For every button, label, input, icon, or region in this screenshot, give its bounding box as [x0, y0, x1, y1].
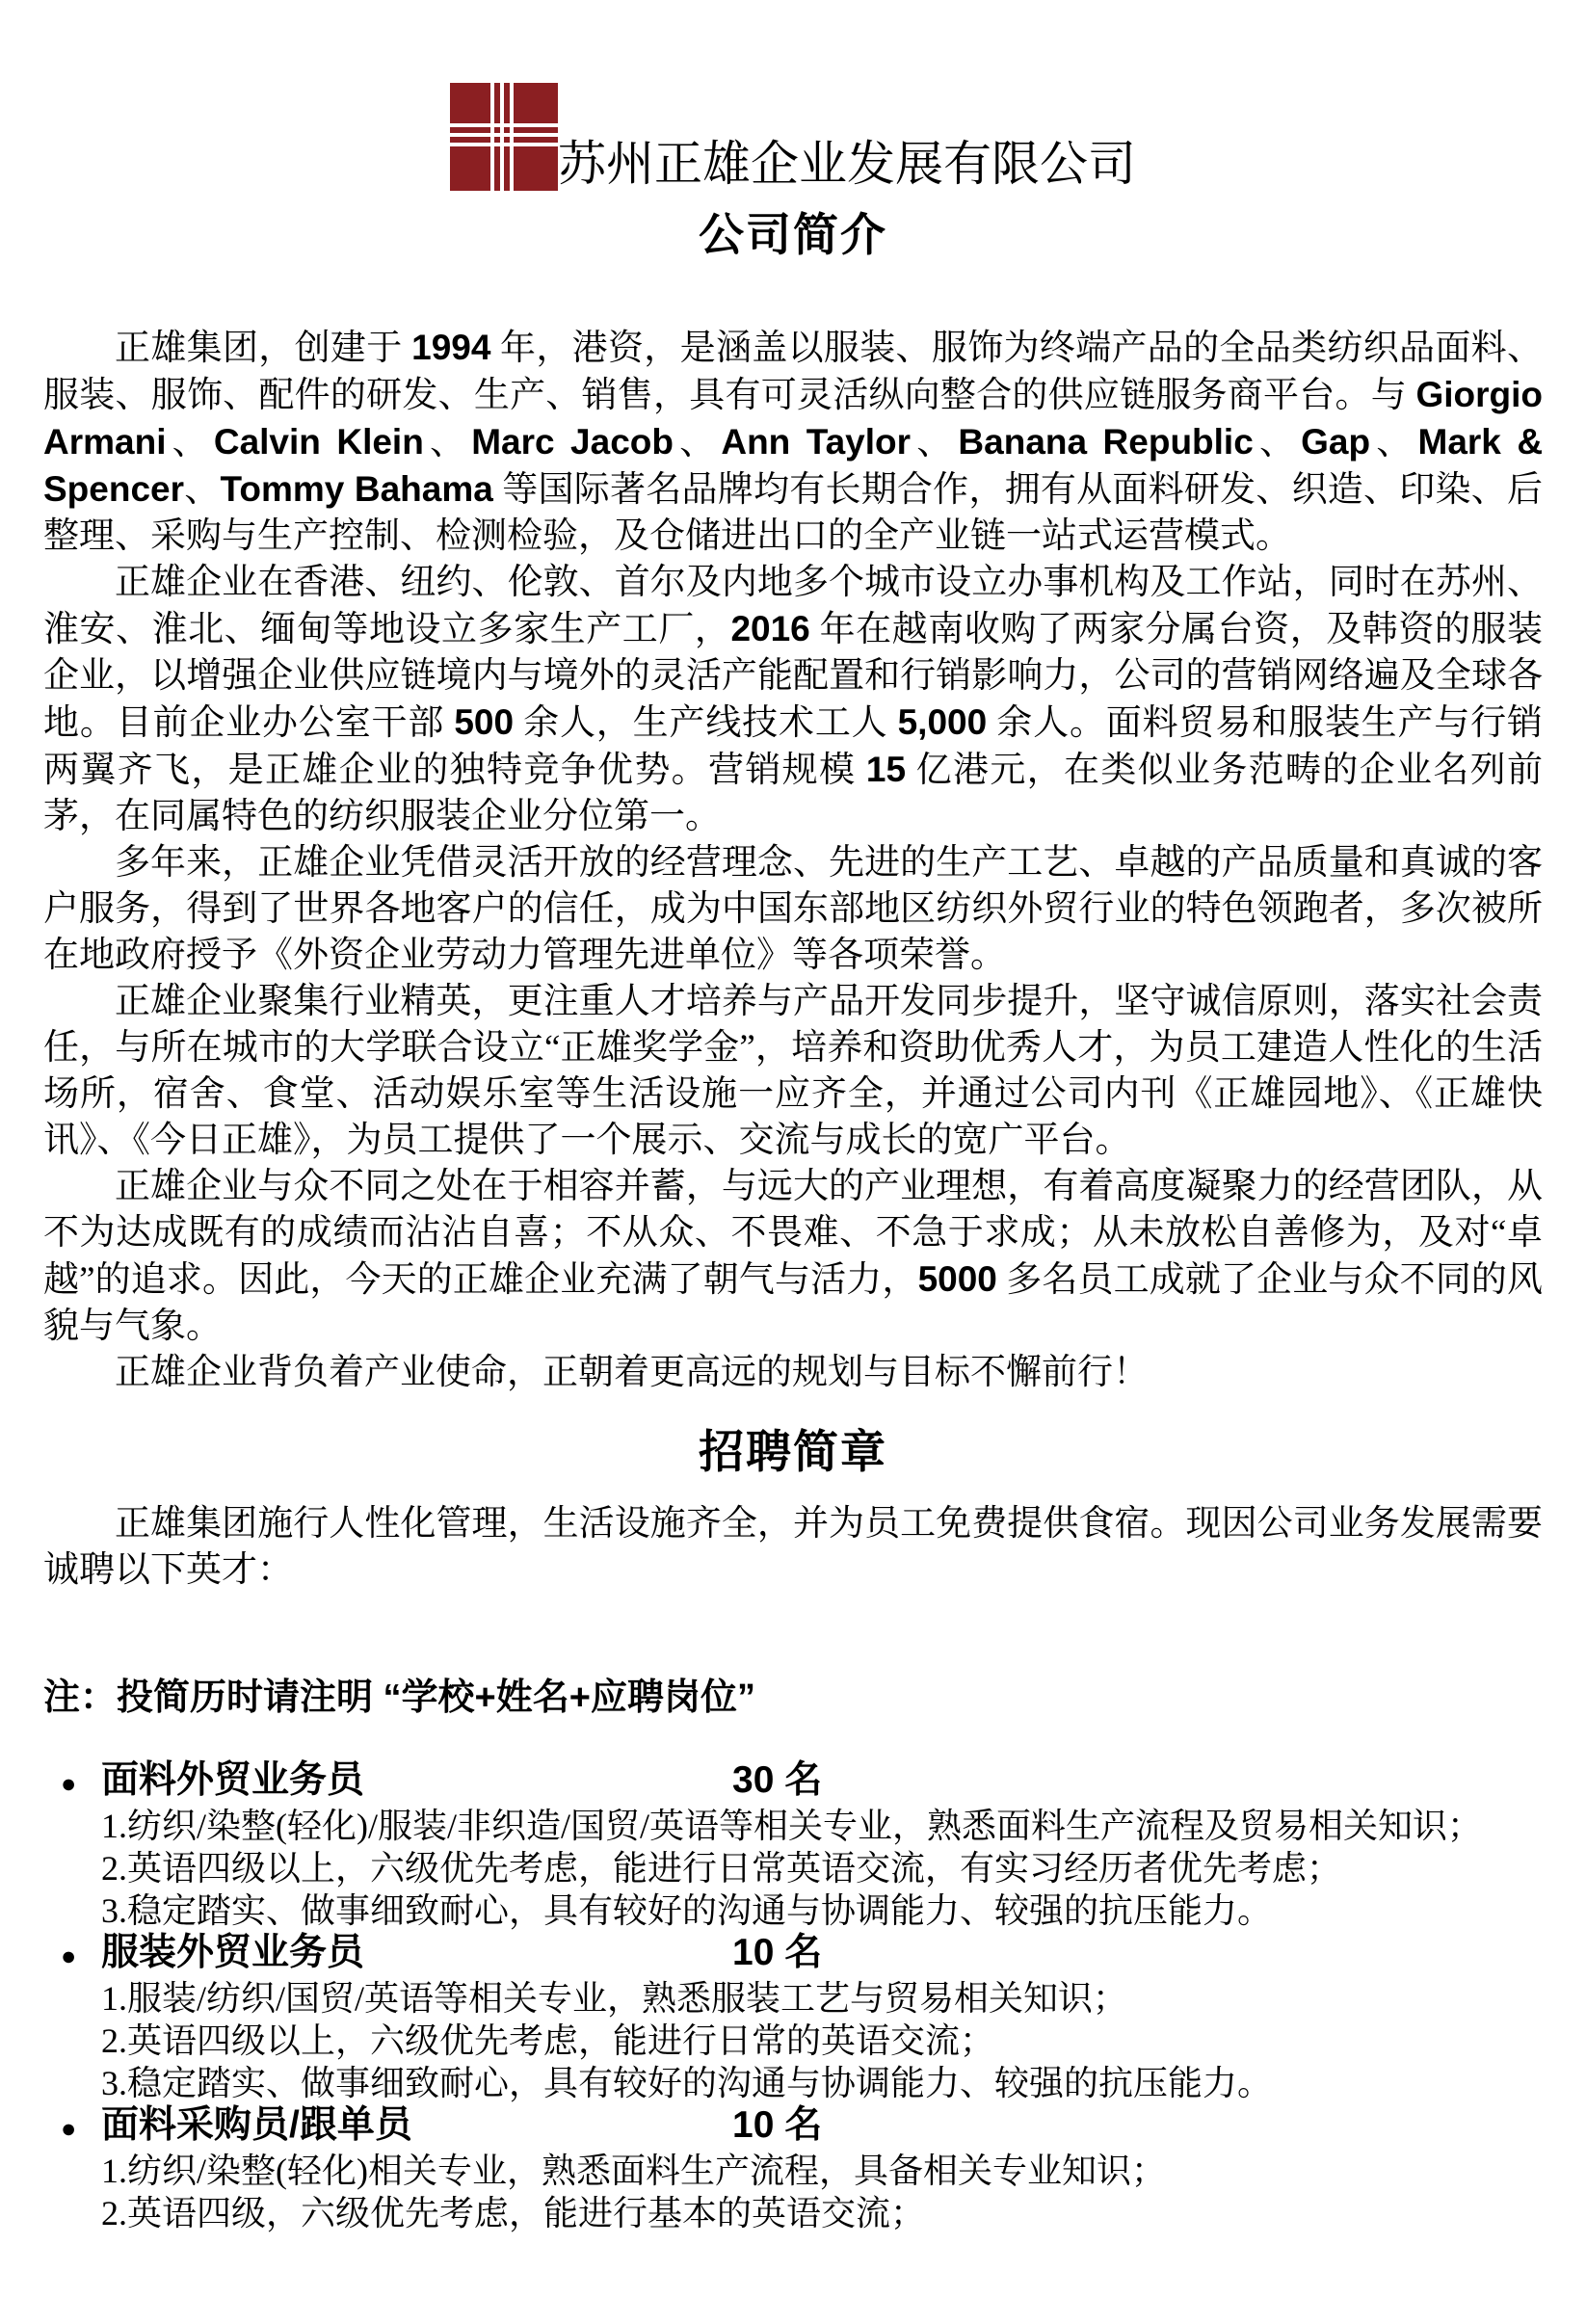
bullet-icon: ●: [61, 2114, 77, 2143]
bullet-icon: ●: [61, 1941, 77, 1970]
intro-paragraph: 正雄企业与众不同之处在于相容并蓄，与远大的产业理想，有着高度凝聚力的经营团队，从不为达成既有的成绩而沾沾自喜；不从众、不畏难、不急于求成；从未放松自善修为，及对“卓越”的追求。因此，今天的正雄企业充满了朝气与活力，5000 多名员工成就了企业与众不同的风貌与气象。: [43, 1167, 1544, 1346]
logo-horizontal-stripes: [450, 118, 558, 152]
position-requirement: 1.纺织/染整(轻化)相关专业，熟悉面料生产流程，具备相关专业知识；: [101, 2152, 1166, 2190]
position-item: [43, 1932, 1543, 2104]
position-title: 面料外贸业务员: [101, 1759, 365, 1801]
position-item: [43, 2104, 1543, 2234]
section-heading-company-intro: 公司简介: [699, 209, 887, 260]
position-requirement: 2.英语四级以上，六级优先考虑，能进行日常英语交流，有实习经历者优先考虑；: [101, 1849, 1342, 1888]
intro-paragraph: 多年来，正雄企业凭借灵活开放的经营理念、先进的生产工艺、卓越的产品质量和真诚的客户服务，得到了世界各地客户的信任，成为中国东部地区纺织外贸行业的特色领跑者，多次被所在地政府授予《外资企业劳动力管理先进单位》等各项荣誉。: [43, 843, 1543, 975]
position-count: 10 名: [732, 1932, 823, 1973]
recruitment-section: [43, 1501, 1543, 1594]
position-requirement: 3.稳定踏实、做事细致耐心，具有较好的沟通与协调能力、较强的抗压能力。: [101, 2064, 1273, 2102]
section-heading-recruitment: 招聘简章: [699, 1426, 887, 1477]
document-page: [0, 81, 1586, 2234]
position-requirement: 2.英语四级，六级优先考虑，能进行基本的英语交流；: [101, 2194, 926, 2232]
resume-note: 注：投简历时请注明 “学校+姓名+应聘岗位”: [43, 1677, 755, 1718]
intro-paragraph: 正雄企业聚集行业精英，更注重人才培养与产品开发同步提升，坚守诚信原则，落实社会责任，与所在城市的大学联合设立“正雄奖学金”，培养和资助优秀人才，为员工建造人性化的生活场所，宿舍、食堂、活动娱乐室等生活设施一应齐全，并通过公司内刊《正雄园地》、《正雄快讯》、《今日正雄》，为员工提供了一个展示、交流与成长的宽广平台。: [43, 982, 1543, 1160]
company-intro-section: [43, 325, 1543, 1396]
position-requirement: 1.服装/纺织/国贸/英语等相关专业，熟悉服装工艺与贸易相关知识；: [101, 1979, 1128, 2018]
position-title: 服装外贸业务员: [101, 1932, 365, 1973]
position-count: 10 名: [732, 2104, 823, 2146]
position-count: 30 名: [732, 1759, 823, 1801]
bullet-icon: ●: [61, 1769, 77, 1798]
plaid-logo-icon: [450, 83, 558, 191]
position-requirement: 3.稳定踏实、做事细致耐心，具有较好的沟通与协调能力、较强的抗压能力。: [101, 1891, 1273, 1930]
position-title: 面料采购员/跟单员: [101, 2104, 412, 2146]
positions-list: [43, 1759, 1543, 2234]
position-item: [43, 1759, 1543, 1932]
position-header: [43, 1759, 1543, 1805]
position-requirement: 1.纺织/染整(轻化)/服装/非织造/国贸/英语等相关专业，熟悉面料生产流程及贸易相关知识；: [101, 1807, 1482, 1845]
position-header: [43, 1932, 1543, 1977]
intro-paragraph: 正雄企业在香港、纽约、伦敦、首尔及内地多个城市设立办事机构及工作站，同时在苏州、淮安、淮北、缅甸等地设立多家生产工厂，2016 年在越南收购了两家分属台资，及韩资的服装企业，以增强企业供应链境内与境外的灵活产能配置和行销影响力，公司的营销网络遍及全球各地。目前企业办公室干部 500 余人，生产线技术工人 5,000 余人。面料贸易和服装生产与行销两翼齐飞，是正雄企业的独特竞争优势。营销规模 15 亿港元，在类似业务范畴的企业名列前茅，在同属特色的纺织服装企业分位第一。: [43, 563, 1544, 836]
intro-paragraph: 正雄集团，创建于 1994 年，港资，是涵盖以服装、服饰为终端产品的全品类纺织品面料、服装、服饰、配件的研发、生产、销售，具有可灵活纵向整合的供应链服务商平台。与 Giorgio Armani、Calvin Klein、Marc Jacob、Ann Taylor、Banana Republic、Gap、Mark & Spencer、Tommy Bahama 等国际著名品牌均有长期合作，拥有从面料研发、织造、印染、后整理、采购与生产控制、检测检验，及仓储进出口的全产业链一站式运营模式。: [43, 328, 1544, 556]
intro-paragraph: 正雄企业背负着产业使命，正朝着更高远的规划与目标不懈前行！: [115, 1353, 1149, 1392]
brand-header: [43, 81, 1543, 191]
recruit-intro-paragraph: 正雄集团施行人性化管理，生活设施齐全，并为员工免费提供食宿。现因公司业务发展需要诚聘以下英才：: [43, 1504, 1543, 1590]
position-requirement: 2.英语四级以上，六级优先考虑，能进行日常的英语交流；: [101, 2021, 995, 2060]
company-name: 苏州正雄企业发展有限公司: [558, 137, 1136, 191]
position-header: [43, 2104, 1543, 2150]
